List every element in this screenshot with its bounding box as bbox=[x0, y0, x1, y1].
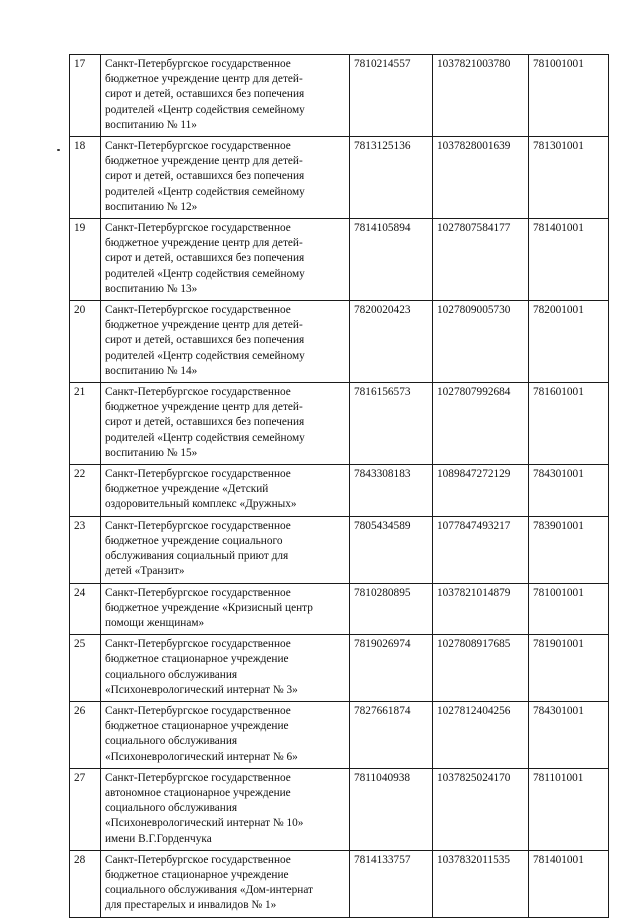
name-line: для престарелых и инвалидов № 1» bbox=[105, 899, 277, 912]
institution-name bbox=[101, 850, 350, 917]
name-line: Санкт-Петербургское государственное bbox=[105, 222, 291, 235]
inn-cell: 7819026974 bbox=[350, 635, 433, 702]
kpp-cell: 781001001 bbox=[529, 583, 609, 635]
kpp-cell: 784301001 bbox=[529, 465, 609, 517]
name-line: Санкт-Петербургское государственное bbox=[105, 58, 291, 70]
name-line: бюджетное учреждение «Кризисный центр bbox=[105, 601, 313, 614]
row-number: 17 bbox=[70, 55, 101, 137]
table-row bbox=[70, 465, 609, 517]
name-line: бюджетное учреждение «Детский bbox=[105, 483, 269, 496]
name-line: социального обслуживания bbox=[105, 802, 238, 815]
inn-cell: 7805434589 bbox=[350, 516, 433, 583]
ogrn-cell: 1077847493217 bbox=[433, 516, 529, 583]
name-line: бюджетное учреждение центр для детей- bbox=[105, 401, 303, 414]
name-line: бюджетное учреждение социального bbox=[105, 534, 283, 547]
row-number: 22 bbox=[70, 465, 101, 517]
row-number: 27 bbox=[70, 768, 101, 850]
inn-cell: 7816156573 bbox=[350, 383, 433, 465]
kpp-cell: 781101001 bbox=[529, 768, 609, 850]
name-line: сирот и детей, оставшихся без попечения bbox=[105, 416, 305, 429]
ogrn-cell: 1027807584177 bbox=[433, 219, 529, 301]
name-line: автономное стационарное учреждение bbox=[105, 786, 291, 799]
name-line: детей «Транзит» bbox=[105, 565, 185, 578]
name-line: сирот и детей, оставшихся без попечения bbox=[105, 170, 305, 183]
inn-cell: 7827661874 bbox=[350, 701, 433, 768]
ogrn-cell: 1027812404256 bbox=[433, 701, 529, 768]
kpp-cell: 783901001 bbox=[529, 516, 609, 583]
institution-name bbox=[101, 219, 350, 301]
kpp-cell: 781401001 bbox=[529, 850, 609, 917]
institution-name bbox=[101, 465, 350, 517]
row-number: 26 bbox=[70, 701, 101, 768]
inn-cell: 7813125136 bbox=[350, 137, 433, 219]
kpp-cell: 781601001 bbox=[529, 383, 609, 465]
inn-cell: 7843308183 bbox=[350, 465, 433, 517]
name-line: Санкт-Петербургское государственное bbox=[105, 853, 291, 866]
row-number: 18 bbox=[70, 137, 101, 219]
name-line: «Психоневрологический интернат № 6» bbox=[105, 750, 298, 763]
name-line: «Психоневрологический интернат № 10» bbox=[105, 817, 304, 830]
row-number: 25 bbox=[70, 635, 101, 702]
inn-cell: 7810280895 bbox=[350, 583, 433, 635]
institution-name bbox=[101, 701, 350, 768]
name-line: бюджетное учреждение центр для детей- bbox=[105, 237, 303, 250]
name-line: бюджетное стационарное учреждение bbox=[105, 720, 289, 733]
inn-cell: 7814133757 bbox=[350, 850, 433, 917]
table-body bbox=[70, 55, 609, 918]
name-line: Санкт-Петербургское государственное bbox=[105, 304, 291, 317]
table-row bbox=[70, 635, 609, 702]
inn-cell: 7820020423 bbox=[350, 301, 433, 383]
institution-name bbox=[101, 516, 350, 583]
name-line: обслуживания социальный приют для bbox=[105, 550, 289, 563]
name-line: Санкт-Петербургское государственное bbox=[105, 468, 291, 481]
ogrn-cell: 1089847272129 bbox=[433, 465, 529, 517]
name-line: родителей «Центр содействия семейному bbox=[105, 103, 305, 116]
kpp-cell: 782001001 bbox=[529, 301, 609, 383]
ogrn-cell: 1027808917685 bbox=[433, 635, 529, 702]
table-row bbox=[70, 583, 609, 635]
name-line: родителей «Центр содействия семейному bbox=[105, 267, 305, 280]
scan-speck bbox=[57, 149, 60, 151]
ogrn-cell: 1037821014879 bbox=[433, 583, 529, 635]
kpp-cell: 781901001 bbox=[529, 635, 609, 702]
name-line: воспитанию № 14» bbox=[105, 364, 198, 377]
name-line: воспитанию № 11» bbox=[105, 118, 197, 131]
table-row bbox=[70, 137, 609, 219]
ogrn-cell: 1037825024170 bbox=[433, 768, 529, 850]
name-line: бюджетное учреждение центр для детей- bbox=[105, 319, 303, 332]
name-line: воспитанию № 15» bbox=[105, 446, 198, 459]
ogrn-cell: 1027807992684 bbox=[433, 383, 529, 465]
table-row bbox=[70, 383, 609, 465]
name-line: родителей «Центр содействия семейному bbox=[105, 185, 305, 198]
name-line: Санкт-Петербургское государственное bbox=[105, 586, 291, 599]
name-line: Санкт-Петербургское государственное bbox=[105, 140, 291, 153]
institutions-table bbox=[69, 54, 609, 918]
name-line: Санкт-Петербургское государственное bbox=[105, 638, 291, 651]
row-number: 28 bbox=[70, 850, 101, 917]
table-row bbox=[70, 701, 609, 768]
name-line: сирот и детей, оставшихся без попечения bbox=[105, 252, 305, 265]
inn-cell: 7814105894 bbox=[350, 219, 433, 301]
table-row bbox=[70, 55, 609, 137]
ogrn-cell: 1037821003780 bbox=[433, 55, 529, 137]
name-line: Санкт-Петербургское государственное bbox=[105, 386, 291, 399]
name-line: помощи женщинам» bbox=[105, 616, 205, 629]
name-line: бюджетное учреждение центр для детей- bbox=[105, 155, 303, 168]
table-row bbox=[70, 219, 609, 301]
institution-name bbox=[101, 301, 350, 383]
name-line: бюджетное учреждение центр для детей- bbox=[105, 73, 303, 86]
row-number: 23 bbox=[70, 516, 101, 583]
row-number: 21 bbox=[70, 383, 101, 465]
name-line: Санкт-Петербургское государственное bbox=[105, 519, 291, 532]
inn-cell: 7810214557 bbox=[350, 55, 433, 137]
name-line: родителей «Центр содействия семейному bbox=[105, 349, 305, 362]
institution-name bbox=[101, 383, 350, 465]
name-line: воспитанию № 13» bbox=[105, 282, 198, 295]
name-line: бюджетное стационарное учреждение bbox=[105, 868, 289, 881]
kpp-cell: 781401001 bbox=[529, 219, 609, 301]
name-line: Санкт-Петербургское государственное bbox=[105, 704, 291, 717]
ogrn-cell: 1037832011535 bbox=[433, 850, 529, 917]
ogrn-cell: 1027809005730 bbox=[433, 301, 529, 383]
name-line: родителей «Центр содействия семейному bbox=[105, 431, 305, 444]
table-row bbox=[70, 850, 609, 917]
name-line: сирот и детей, оставшихся без попечения bbox=[105, 334, 305, 347]
ogrn-cell: 1037828001639 bbox=[433, 137, 529, 219]
institution-name bbox=[101, 55, 350, 137]
name-line: Санкт-Петербургское государственное bbox=[105, 771, 291, 784]
name-line: социального обслуживания bbox=[105, 735, 238, 748]
name-line: социального обслуживания bbox=[105, 668, 238, 681]
inn-cell: 7811040938 bbox=[350, 768, 433, 850]
name-line: «Психоневрологический интернат № 3» bbox=[105, 683, 298, 696]
name-line: имени В.Г.Горденчука bbox=[105, 832, 212, 845]
name-line: воспитанию № 12» bbox=[105, 200, 198, 213]
institution-name bbox=[101, 635, 350, 702]
name-line: сирот и детей, оставшихся без попечения bbox=[105, 88, 305, 101]
table-row bbox=[70, 768, 609, 850]
kpp-cell: 784301001 bbox=[529, 701, 609, 768]
row-number: 24 bbox=[70, 583, 101, 635]
table-row bbox=[70, 516, 609, 583]
kpp-cell: 781301001 bbox=[529, 137, 609, 219]
institution-name bbox=[101, 137, 350, 219]
table-row bbox=[70, 301, 609, 383]
kpp-cell: 781001001 bbox=[529, 55, 609, 137]
row-number: 19 bbox=[70, 219, 101, 301]
name-line: оздоровительный комплекс «Дружных» bbox=[105, 498, 297, 511]
row-number: 20 bbox=[70, 301, 101, 383]
name-line: социального обслуживания «Дом-интернат bbox=[105, 884, 313, 897]
name-line: бюджетное стационарное учреждение bbox=[105, 653, 289, 666]
institution-name bbox=[101, 768, 350, 850]
institution-name bbox=[101, 583, 350, 635]
